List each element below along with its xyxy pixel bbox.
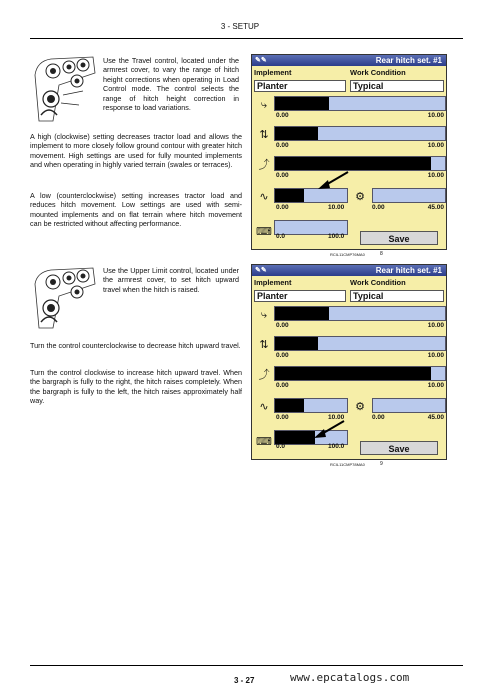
drop-rate-icon: ⇅ (259, 129, 269, 141)
setting-slider[interactable] (274, 96, 446, 111)
travel-control-illustration (33, 55, 97, 125)
travel-slider[interactable] (274, 398, 348, 413)
upper-limit-icon: ⌨ (256, 436, 272, 448)
slip-slider[interactable] (372, 398, 446, 413)
panel-title: Rear hitch set. #1 (375, 56, 442, 65)
upper-limit-intro: Use the Upper Limit control, located under the armrest cover, to set hitch upward travel when the hitch is raised. (103, 266, 239, 294)
slider-max: 10.00 (427, 382, 444, 389)
upper-max: 100.0 (328, 443, 345, 450)
upper-max: 100.0 (328, 233, 345, 240)
setting-slider[interactable] (274, 366, 446, 381)
panel-title: Rear hitch set. #1 (375, 266, 442, 275)
work-condition-label: Work Condition (350, 278, 406, 287)
setting-slider[interactable] (274, 126, 446, 141)
implement-label: Implement (254, 68, 292, 77)
page-header: 3 - SETUP (220, 22, 260, 31)
depth-icon: ⤷ (260, 309, 268, 321)
figure-number-8: 8 (380, 251, 383, 257)
pointer-arrow (312, 419, 346, 439)
upper-min: 0.0 (276, 443, 286, 450)
work-condition-label: Work Condition (350, 68, 406, 77)
slider-max: 10.00 (427, 112, 444, 119)
tool-icon: ✎✎ (255, 57, 267, 64)
setting-slider[interactable] (274, 156, 446, 171)
upper-limit-icon: ⌨ (256, 226, 272, 238)
setting-slider[interactable] (274, 336, 446, 351)
save-button[interactable]: Save (360, 441, 438, 455)
tractor-slip-icon: ⚙ (355, 401, 365, 413)
travel-intro: Use the Travel control, located under the armrest cover, to vary the range of hitch height corrections when operating in Load Control mode. The control selects the range of hitch height correction in response to load variations. (103, 56, 239, 113)
travel-max: 10.00 (328, 204, 345, 211)
upper-limit-ccw-paragraph: Turn the control counterclockwise to decrease hitch upward travel. (30, 341, 241, 350)
slip-min: 0.00 (372, 204, 385, 211)
hitch-settings-panel-2 (251, 264, 447, 460)
slider-max: 10.00 (427, 352, 444, 359)
figure-caption-8: RCIL11CMP76MA0 (330, 252, 365, 257)
depth-icon: ⤷ (260, 99, 268, 111)
drop-rate-icon: ⇅ (259, 339, 269, 351)
watermark-site: www.epcatalogs.com (290, 671, 410, 684)
work-condition-select[interactable]: Typical (350, 80, 444, 92)
travel-icon: ∿ (259, 401, 269, 413)
slip-max: 45.00 (427, 414, 444, 421)
travel-high-paragraph: A high (clockwise) setting decreases tractor load and allows the implement to more closely follow ground contour with greater hitch movement. High settings are used for fully mounted implements and when operating in highly varied terrain (swales or terraces). (30, 132, 242, 170)
tool-icon: ✎✎ (255, 267, 267, 274)
slider-min: 0.00 (276, 352, 289, 359)
upper-min: 0.0 (276, 233, 286, 240)
implement-label: Implement (254, 278, 292, 287)
slider-min: 0.00 (276, 142, 289, 149)
figure-number-9: 9 (380, 461, 383, 467)
header-rule (30, 38, 463, 39)
raise-icon: ⤴ (258, 159, 270, 171)
panel-title-bar (252, 265, 446, 276)
footer-rule (30, 665, 463, 666)
travel-min: 0.00 (276, 204, 289, 211)
upper-limit-control-illustration (33, 266, 97, 332)
travel-min: 0.00 (276, 414, 289, 421)
implement-select[interactable]: Planter (254, 290, 346, 302)
save-button[interactable]: Save (360, 231, 438, 245)
hitch-settings-panel-1 (251, 54, 447, 250)
implement-select[interactable]: Planter (254, 80, 346, 92)
work-condition-select[interactable]: Typical (350, 290, 444, 302)
raise-icon: ⤴ (258, 369, 270, 381)
slider-min: 0.00 (276, 112, 289, 119)
pointer-arrow (316, 170, 350, 190)
slip-max: 45.00 (427, 204, 444, 211)
travel-max: 10.00 (328, 414, 345, 421)
slider-max: 10.00 (427, 142, 444, 149)
page-number: 3 - 27 (234, 676, 255, 685)
slider-min: 0.00 (276, 322, 289, 329)
slider-max: 10.00 (427, 322, 444, 329)
travel-slider[interactable] (274, 188, 348, 203)
slider-min: 0.00 (276, 172, 289, 179)
slider-max: 10.00 (427, 172, 444, 179)
figure-caption-9: RCIL11CMP78MA0 (330, 462, 365, 467)
panel-title-bar (252, 55, 446, 66)
slip-min: 0.00 (372, 414, 385, 421)
tractor-slip-icon: ⚙ (355, 191, 365, 203)
upper-limit-cw-paragraph: Turn the control clockwise to increase hitch upward travel. When the bargraph is fully to the right, the hitch raises completely. When the bargraph is fully to the left, the hitch raises approximately half way. (30, 368, 242, 406)
travel-low-paragraph: A low (counterclockwise) setting increases tractor load and reduces hitch movement. Low settings are used with semi-mounted implements and on flat terrain where hitch movement can be restricted without affecting performance. (30, 191, 242, 229)
travel-icon: ∿ (259, 191, 269, 203)
slip-slider[interactable] (372, 188, 446, 203)
slider-min: 0.00 (276, 382, 289, 389)
setting-slider[interactable] (274, 306, 446, 321)
